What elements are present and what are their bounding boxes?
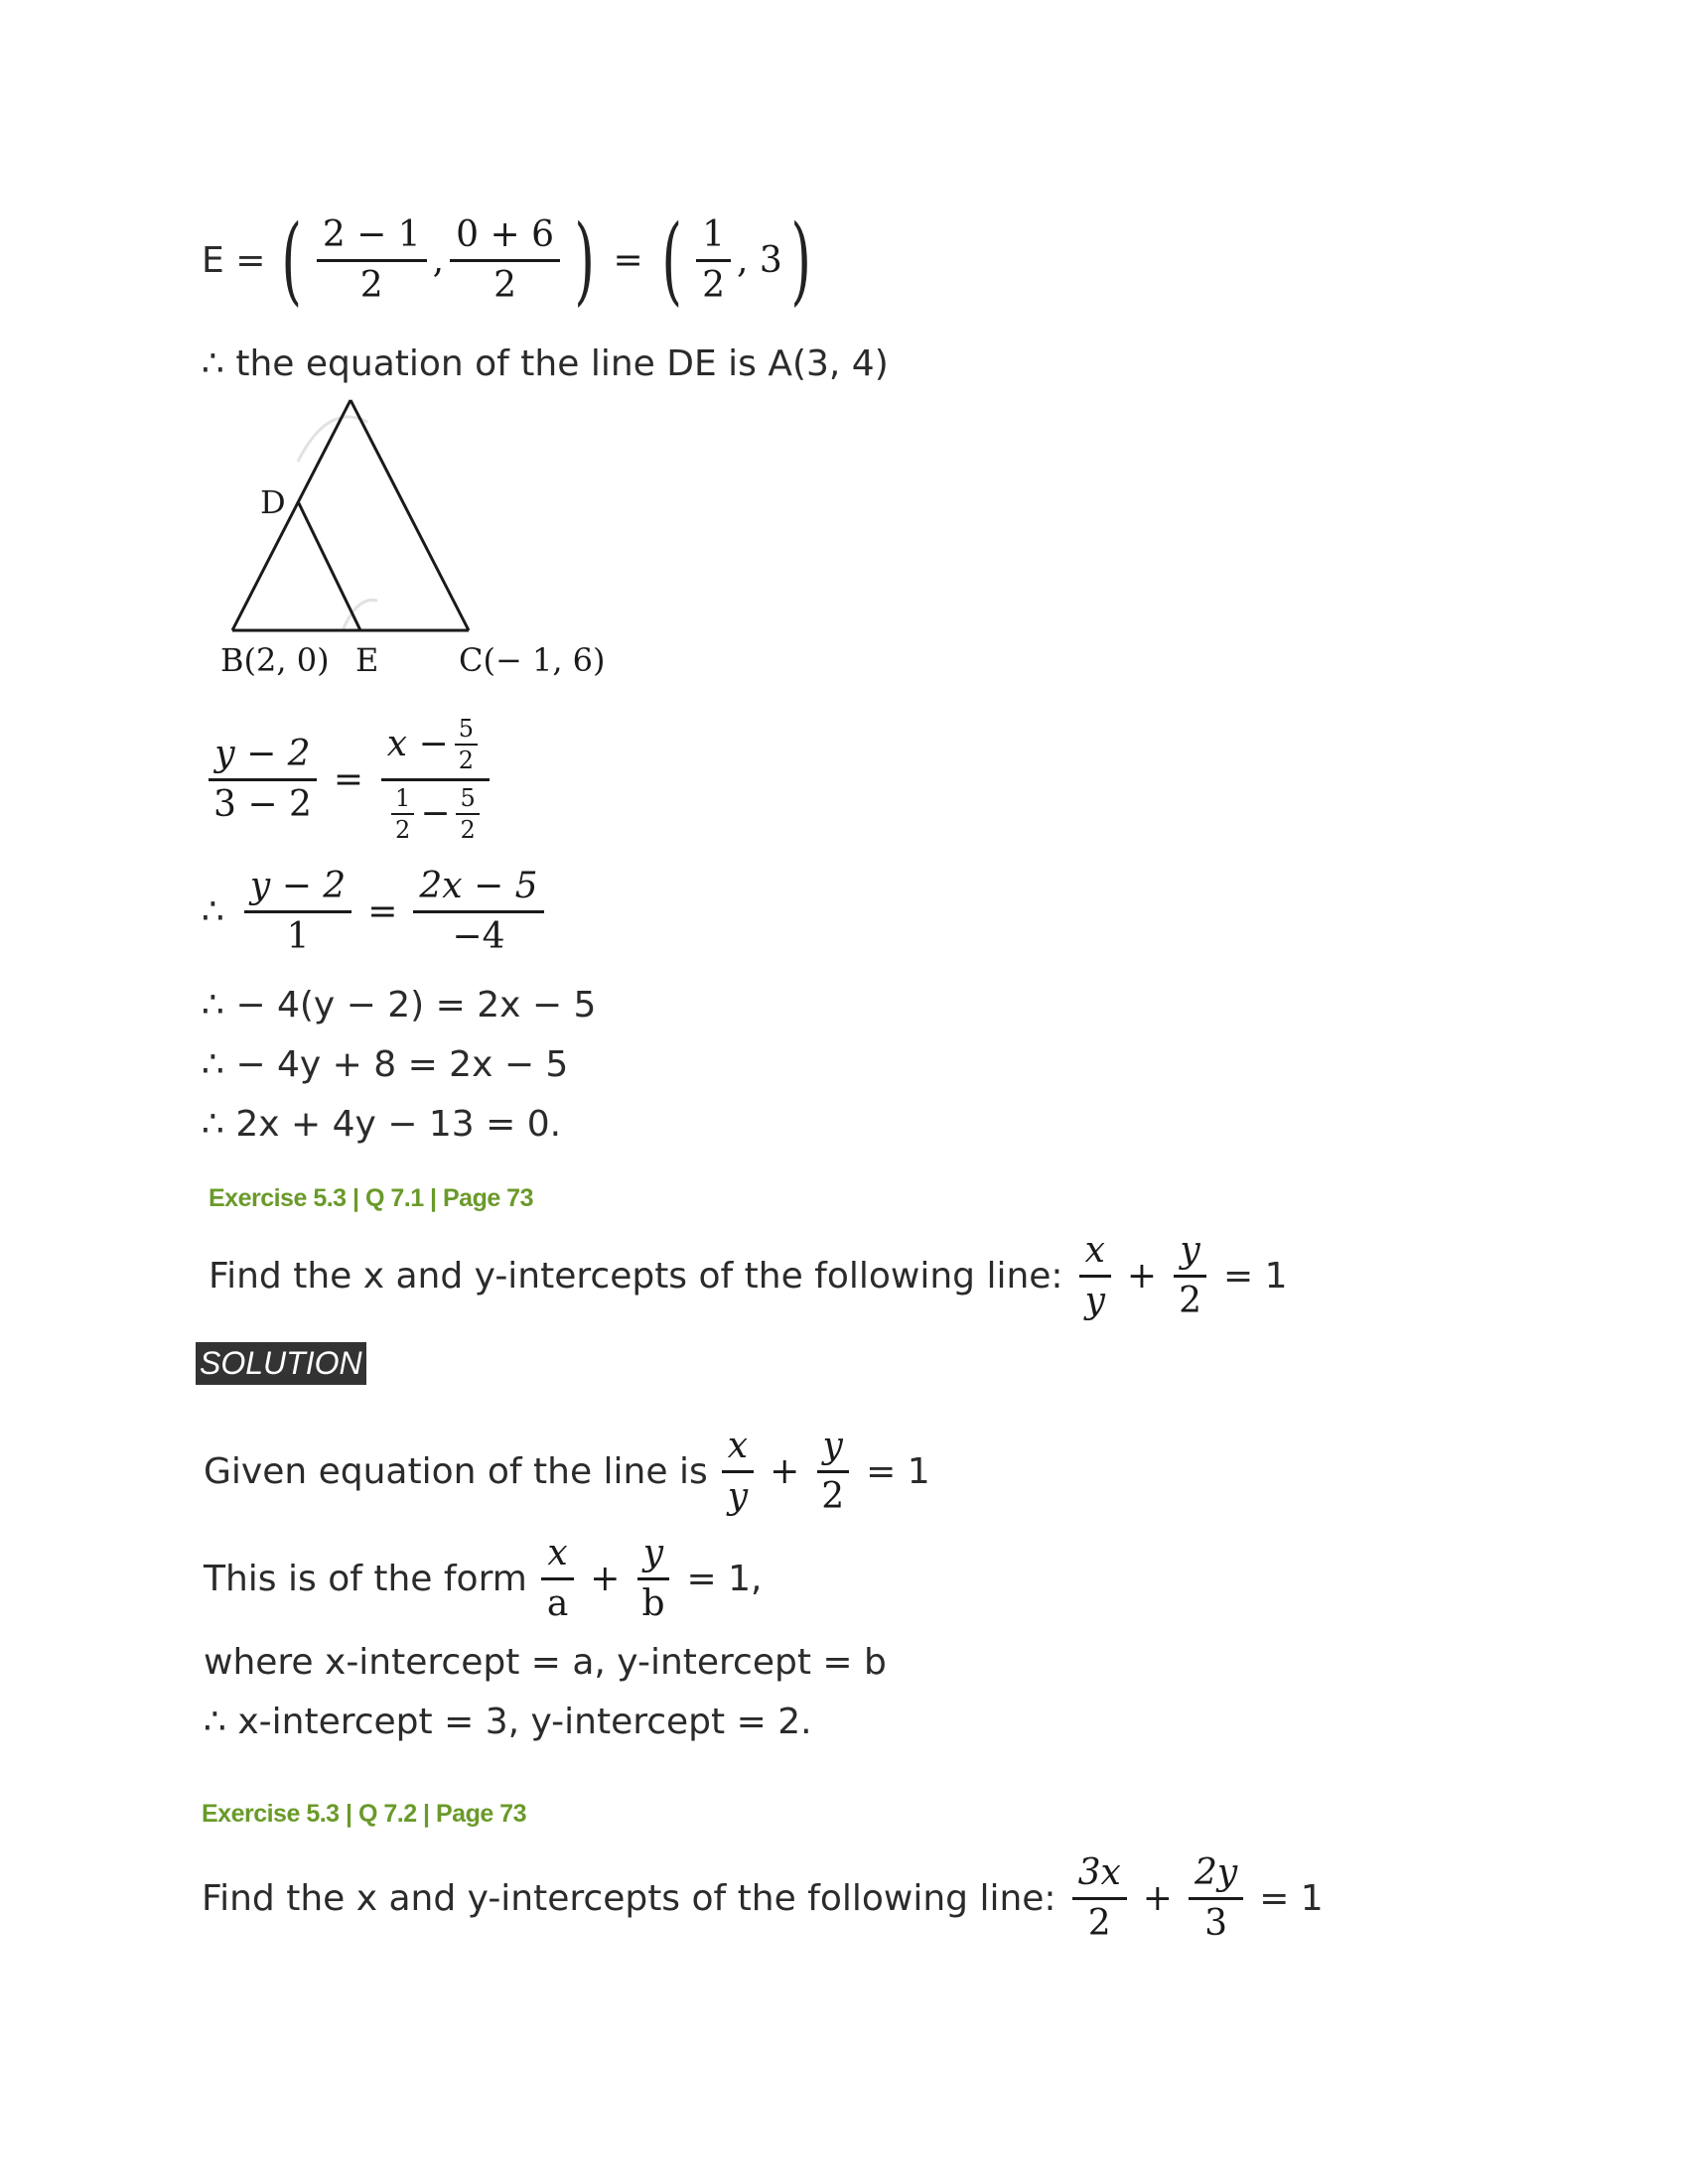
denominator: 1 xyxy=(286,915,310,957)
denominator: 3 − 2 xyxy=(213,783,312,825)
fraction xyxy=(413,867,543,956)
where-line: where x-intercept = a, y-intercept = b xyxy=(204,1641,887,1683)
denominator: 2 xyxy=(1087,1902,1111,1944)
fraction xyxy=(635,1534,670,1623)
denominator: 3 xyxy=(1204,1902,1228,1944)
step-line: ∴ − 4y + 8 = 2x − 5 xyxy=(202,1043,569,1085)
side-ab xyxy=(232,400,351,630)
denominator: 2 xyxy=(460,815,476,844)
fraction xyxy=(455,716,478,774)
numerator: 5 xyxy=(455,716,478,746)
numerator: y − 2 xyxy=(244,867,352,913)
x-term: x − xyxy=(386,724,449,765)
numerator: x xyxy=(722,1427,754,1473)
plus-sign: + xyxy=(1126,1255,1158,1297)
plus-sign: + xyxy=(590,1558,621,1599)
label-c: C(− 1, 6) xyxy=(459,641,606,679)
comma: , xyxy=(432,239,445,281)
equation-rhs: = 1 xyxy=(866,1450,930,1492)
numerator: 1 xyxy=(696,215,731,262)
denominator: 2 xyxy=(821,1475,845,1517)
side-ac xyxy=(351,400,469,630)
e-label: E = xyxy=(202,239,266,281)
question-text: Find the x and y-intercepts of the following line: xyxy=(202,1877,1056,1919)
two-point-equation xyxy=(202,715,497,844)
given-equation xyxy=(204,1422,930,1521)
minus-sign: − xyxy=(420,793,451,835)
denominator: 2 xyxy=(359,264,383,306)
denominator: 2 xyxy=(1179,1280,1201,1321)
fraction xyxy=(1189,1853,1243,1943)
numerator: x xyxy=(541,1534,573,1580)
numerator: 3x xyxy=(1072,1853,1127,1900)
step-line: ∴ 2x + 4y − 13 = 0. xyxy=(202,1103,562,1145)
fraction xyxy=(317,215,427,305)
fraction xyxy=(244,867,352,956)
label-d: D xyxy=(260,483,286,521)
fraction xyxy=(379,716,492,844)
triangle-figure xyxy=(209,392,626,690)
simplified-equation xyxy=(202,862,550,961)
equation-rhs: = 1 xyxy=(1222,1255,1288,1297)
fraction xyxy=(456,785,479,844)
step-line: ∴ − 4(y − 2) = 2x − 5 xyxy=(202,984,597,1025)
label-b: B(2, 0) xyxy=(220,641,330,679)
solution-label: SOLUTION xyxy=(196,1342,366,1385)
denominator: 2 xyxy=(493,264,516,306)
fraction xyxy=(1072,1853,1127,1943)
numerator: y − 2 xyxy=(209,735,316,781)
left-paren: ( xyxy=(661,205,682,316)
numerator: y xyxy=(637,1534,669,1580)
numerator xyxy=(381,716,490,781)
fraction xyxy=(208,735,318,824)
fraction xyxy=(1079,1231,1111,1320)
numerator: 2y xyxy=(1189,1853,1243,1900)
numerator: 5 xyxy=(456,785,479,815)
fraction xyxy=(391,785,414,844)
denominator: y xyxy=(727,1475,749,1517)
left-paren: ( xyxy=(281,205,303,316)
plus-sign: + xyxy=(770,1450,800,1492)
denominator: 2 xyxy=(702,264,725,306)
right-paren: ) xyxy=(790,205,811,316)
numerator: y xyxy=(817,1427,849,1473)
fraction xyxy=(1173,1231,1207,1320)
fraction xyxy=(450,215,560,305)
numerator: 2 − 1 xyxy=(317,215,427,262)
fraction xyxy=(696,215,731,305)
label-e: E xyxy=(355,641,379,679)
equals-sign: = xyxy=(367,890,398,932)
coordinate-tail: , 3 xyxy=(736,239,782,281)
numerator: 2x − 5 xyxy=(413,867,543,913)
e-midpoint-equation xyxy=(202,205,819,316)
numerator: y xyxy=(1174,1231,1205,1278)
denominator: a xyxy=(546,1582,569,1624)
de-statement: ∴ the equation of the line DE is A(3, 4) xyxy=(202,342,889,384)
fraction xyxy=(815,1427,850,1516)
denominator: 2 xyxy=(395,815,411,844)
equals-sign: = xyxy=(333,758,364,800)
denominator: −4 xyxy=(452,915,505,957)
question-7-1 xyxy=(209,1226,1288,1325)
fraction xyxy=(541,1534,574,1623)
right-paren: ) xyxy=(574,205,596,316)
denominator: 2 xyxy=(458,747,474,775)
faint-arc xyxy=(298,417,367,462)
question-text: Find the x and y-intercepts of the following line: xyxy=(209,1255,1063,1297)
numerator: 0 + 6 xyxy=(450,215,560,262)
given-text: Given equation of the line is xyxy=(204,1450,708,1492)
equals-sign: = xyxy=(613,239,643,281)
equation-rhs: = 1, xyxy=(686,1558,763,1599)
form-text: This is of the form xyxy=(204,1558,527,1599)
exercise-reference-link[interactable]: Exercise 5.3 | Q 7.2 | Page 73 xyxy=(202,1799,526,1828)
question-7-2 xyxy=(202,1848,1324,1948)
denominator: b xyxy=(641,1582,665,1624)
segment-de xyxy=(298,501,360,630)
fraction xyxy=(722,1427,754,1516)
therefore-symbol: ∴ xyxy=(202,890,224,932)
plus-sign: + xyxy=(1142,1877,1173,1919)
equation-rhs: = 1 xyxy=(1259,1877,1324,1919)
denominator xyxy=(379,781,492,844)
numerator: x xyxy=(1079,1231,1111,1278)
result-line: ∴ x-intercept = 3, y-intercept = 2. xyxy=(204,1701,812,1742)
numerator: 1 xyxy=(391,785,414,815)
intercept-form xyxy=(204,1529,762,1628)
exercise-reference-link[interactable]: Exercise 5.3 | Q 7.1 | Page 73 xyxy=(209,1183,533,1212)
denominator: y xyxy=(1084,1280,1105,1321)
